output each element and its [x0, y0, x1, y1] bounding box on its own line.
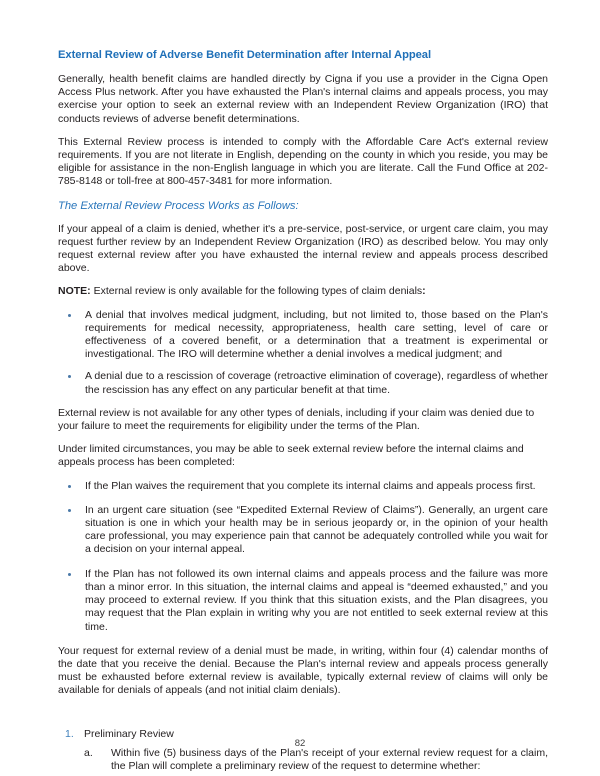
early-review-conditions-list [58, 480, 548, 634]
list-item [58, 480, 548, 493]
list-item [58, 728, 548, 774]
note-label: NOTE: [58, 285, 91, 298]
paragraph-appeal-denied: If your appeal of a claim is denied, whether it's a pre-service, post-service, or urgent care claim, you may request further review by an Independent Review Organization (IRO) as described below. You may only request external review after you have exhausted the internal review and appeals process described above. [58, 222, 548, 275]
paragraph-note [58, 285, 548, 298]
note-colon: : [422, 285, 426, 298]
paragraph-aca-compliance: This External Review process is intended to comply with the Affordable Care Act's external review requirements. If you are not literate in English, depending on the county in which you reside, you may be eligible for assistance in the non-English language in which you are literate. Call the Fund Office at 202-785-8148 or toll-free at 800-457-3481 for more information. [58, 135, 548, 188]
subheading-process-works: The External Review Process Works as Follows: [58, 199, 299, 212]
list-item-text: If the Plan has not followed its own internal claims and appeals process and the failure was more than a minor error. In this situation, the internal claims and appeal is “deemed exhausted,” and you may proceed to external review. If you think that this situation exists, and the Plan disagrees, you may request that the Plan explain in writing why you are not entitled to seek external review at this time. [85, 567, 548, 633]
section-spacer [58, 708, 548, 728]
list-item-text: A denial that involves medical judgment, including, but not limited to, those based on the Plan's requirements for medical necessity, appropriateness, health care setting, level of care or effectiveness of a covered benefit, or a determination that a treatment is experimental or investigational. The IRO will determine whether a denial involves a medical judgment; and [85, 308, 548, 361]
list-item-text: In an urgent care situation (see “Expedited External Review of Claims”). Generally, an urgent care situation is one in which your health may be in serious jeopardy or, in the opinion of your health care professional, you may experience pain that cannot be adequately controlled while you wait for a decision on your internal appeal. [85, 503, 548, 556]
paragraph-limited-circumstances: Under limited circumstances, you may be able to seek external review before the internal claims and appeals process has been completed: [58, 443, 524, 469]
paragraph-not-available: External review is not available for any other types of denials, including if your claim was denied due to your failure to meet the requirements for eligibility under the terms of the Plan. [58, 406, 535, 433]
list-item-text: Within five (5) business days of the Plan's receipt of your external review request for a claim, the Plan will complete a preliminary review of the request to determine whether: [111, 746, 548, 772]
paragraph-request-timeline: Your request for external review of a denial must be made, in writing, within four (4) calendar months of the date that you receive the denial. Because the Plan's internal review and appeals process generally must be exhausted before external review is available, typically external review of claims will only be available for denials of appeals (and not initial claim denials). [58, 644, 548, 697]
list-item [84, 747, 548, 773]
note-text: External review is only available for the following types of claim denials [90, 285, 423, 298]
list-item [58, 309, 548, 362]
page-title: External Review of Adverse Benefit Determination after Internal Appeal [58, 49, 432, 61]
list-item [58, 370, 548, 396]
list-item [58, 504, 548, 557]
bullet-dot-icon [68, 509, 71, 512]
bullet-dot-icon [68, 314, 71, 317]
list-item-text: A denial due to a rescission of coverage (retroactive elimination of coverage), regardless of whether the rescission has any effect on any particular benefit at that time. [85, 370, 548, 396]
bullet-dot-icon [68, 573, 71, 576]
page-number: 82 [294, 738, 306, 749]
preliminary-review-subitems [84, 747, 548, 773]
list-item-text: Preliminary Review [84, 727, 174, 740]
page-content [58, 48, 548, 773]
bullet-dot-icon [68, 375, 71, 378]
list-item-text: If the Plan waives the requirement that you complete its internal claims and appeals process first. [85, 479, 536, 492]
list-marker: 1. [65, 727, 74, 740]
paragraph-general-claims: Generally, health benefit claims are handled directly by Cigna if you use a provider in the Cigna Open Access Plus network. After you have exhausted the Plan's internal claims and appeals process, you may exercise your option to seek an external review with an Independent Review Organization (IRO) that conducts reviews of adverse benefit determinations. [58, 73, 548, 125]
external-review-steps-list [58, 728, 548, 774]
list-marker: a. [84, 746, 93, 759]
bullet-dot-icon [68, 485, 71, 488]
denial-types-list [58, 309, 548, 397]
list-item [58, 568, 548, 634]
